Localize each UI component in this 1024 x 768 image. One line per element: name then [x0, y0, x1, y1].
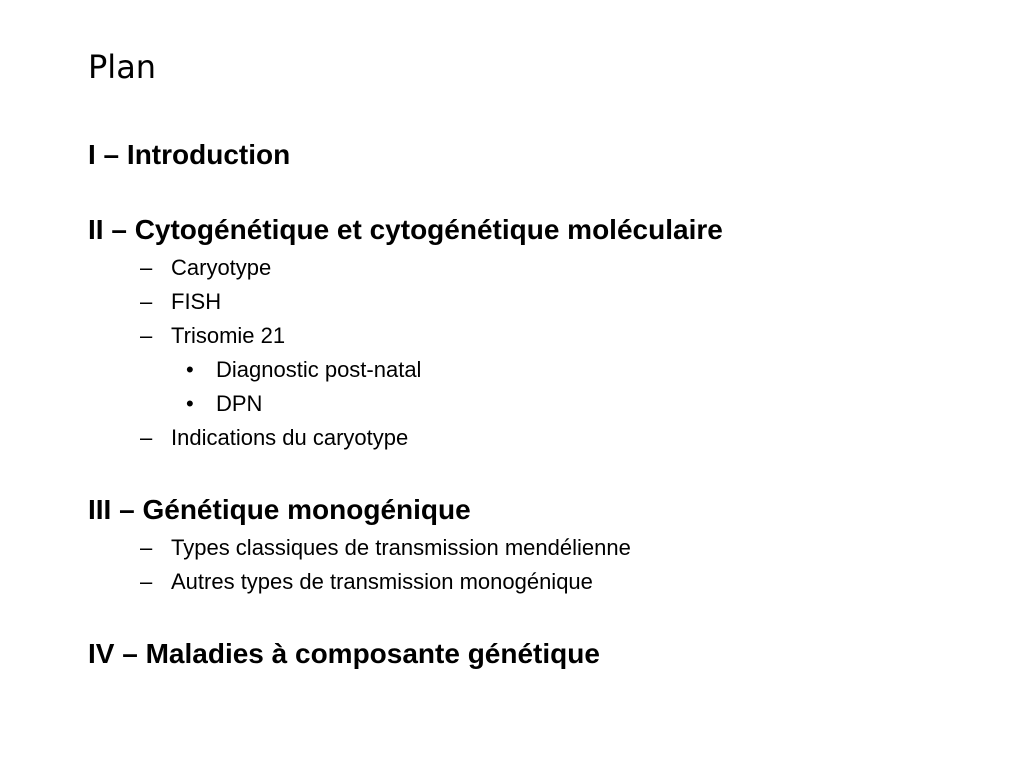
list-item-text: Caryotype [171, 255, 272, 280]
list-item [140, 322, 285, 350]
dash-bullet: – [140, 255, 153, 280]
sub-list-item-text: Diagnostic post-natal [216, 357, 422, 382]
slide-title: Plan [88, 48, 157, 86]
list-item [140, 424, 408, 452]
section-heading-introduction: I – Introduction [88, 139, 291, 170]
list-item [140, 254, 271, 282]
section-heading-maladies: IV – Maladies à composante génétique [88, 638, 600, 669]
list-item-text: Autres types de transmission monogénique [171, 569, 593, 594]
list-item [140, 288, 221, 316]
dot-bullet: • [186, 391, 194, 416]
dash-bullet: – [140, 569, 153, 594]
list-item-text: Types classiques de transmission mendélienne [171, 535, 631, 560]
list-item-text: FISH [171, 289, 222, 314]
dash-bullet: – [140, 535, 153, 560]
dot-bullet: • [186, 357, 194, 382]
list-item [140, 534, 631, 562]
sub-list-item [186, 356, 421, 384]
dash-bullet: – [140, 425, 153, 450]
sub-list-item [186, 390, 262, 418]
sub-list-item-text: DPN [216, 391, 263, 416]
list-item-text: Indications du caryotype [171, 425, 409, 450]
dash-bullet: – [140, 323, 153, 348]
list-item [140, 568, 593, 596]
section-heading-cytogenetique: II – Cytogénétique et cytogénétique moléculaire [88, 214, 723, 245]
dash-bullet: – [140, 289, 153, 314]
list-item-text: Trisomie 21 [171, 323, 286, 348]
section-heading-genetique-monogenique: III – Génétique monogénique [88, 494, 471, 525]
